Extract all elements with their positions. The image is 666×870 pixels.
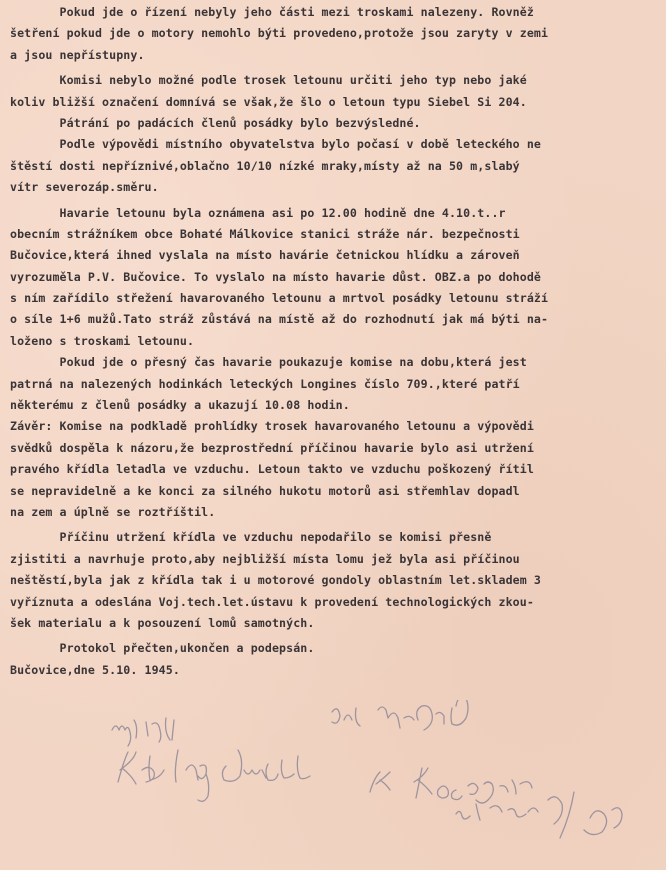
text-line: Bučovice,která ihned vyslala na místo havárie četnickou hlídku a zároveň [10, 248, 520, 263]
text-line: a jsou nepřístupny. [10, 47, 145, 62]
text-line: obecním strážníkem obce Bohaté Málkovice stanici stráže nár. bezpečnosti [10, 226, 520, 241]
text-line: svědků dospěla k názoru,že bezprostřední příčinou havarie bylo asi utržení [10, 440, 534, 455]
text-line: Komisi nebylo možné podle trosek letounu určiti jeho typ nebo jaké [10, 73, 527, 88]
text-line: Pokud jde o řízení nebyly jeho části mezi troskami nalezeny. Rovněž [10, 5, 534, 19]
text-line: patrná na nalezených hodinkách leteckých Longines číslo 709.,které patří [10, 376, 520, 391]
text-line: štěstí dosti nepříznivé,oblačno 10/10 nízké mraky,místy až na 50 m,slabý [10, 158, 520, 173]
text-line: na zem a úplně se roztříštil. [10, 504, 216, 519]
text-line: koliv bližší označení domnívá se však,že šlo o letoun typu Siebel Si 204. [10, 94, 527, 109]
text-line: vyrozuměla P.V. Bučovice. To vyslalo na místo havarie důst. OBZ.a po dohodě [10, 269, 542, 284]
text-line: Pátrání po padácích členů posádky bylo bezvýsledné. [10, 115, 421, 130]
text-line: Závěr: Komise na podkladě prohlídky trosek havarovaného letounu a výpovědi [10, 419, 534, 434]
text-line: vyříznuta a odeslána Voj.tech.let.ústavu k provedení technologických zkou- [10, 594, 534, 609]
signature-1 [112, 718, 174, 746]
text-line: se nepravidelně a ke konci za silného hukotu motorů asi střemhlav dopadl [10, 483, 520, 498]
text-line: Havarie letounu byla oznámena asi po 12.00 hodině dne 4.10.t..r [10, 205, 506, 220]
text-line: neštěstí,byla jak z křídla tak i u motorové gondoly oblastním let.skladem 3 [10, 573, 542, 588]
text-line: pravého křídla letadla ve vzduchu. Letoun takto ve vzduchu poškozený řítil [10, 462, 534, 477]
signature-2 [118, 750, 310, 801]
text-line: některému z členů posádky a ukazují 10.08 hodin. [10, 398, 350, 413]
text-line: šek materialu a k posouzení lomů samotných. [10, 615, 315, 630]
text-line: šetření pokud jde o motory nemohlo býti provedeno,protože jsou zaryty v zemi [10, 26, 549, 41]
text-line: Bučovice,dne 5.10. 1945. [10, 662, 180, 677]
text-line: Podle výpovědi místního obyvatelstva bylo počasí v době leteckého ne [10, 137, 542, 152]
text-line: vítr severozáp.směru. [10, 180, 159, 195]
text-line: loženo s troskami letounu. [10, 333, 195, 348]
text-line: Příčinu utržení křídla ve vzduchu nepodařilo se komisi přesně [10, 530, 492, 545]
text-line: zjistiti a navrhuje proto,aby nejbližší místa lomu jež byla asi příčinou [10, 551, 520, 566]
signature-5 [456, 792, 622, 838]
signature-3 [332, 700, 468, 730]
text-line: o síle 1+6 mužů.Tato stráž zůstává na místě až do rozhodnutí jak má býti na- [10, 312, 549, 327]
text-line: s ním zařídilo střežení havarovaného letounu a mrtvol posádky letounu stráží [10, 291, 549, 306]
signatures-area [0, 700, 666, 870]
protocol-text [10, 2, 666, 681]
text-line: Protokol přečten,ukončen a podepsán. [10, 641, 315, 656]
text-line: Pokud jde o přesný čas havarie poukazuje komise na dobu,která jest [10, 355, 527, 370]
signature-4 [370, 768, 532, 803]
handwritten-signatures [0, 700, 666, 870]
